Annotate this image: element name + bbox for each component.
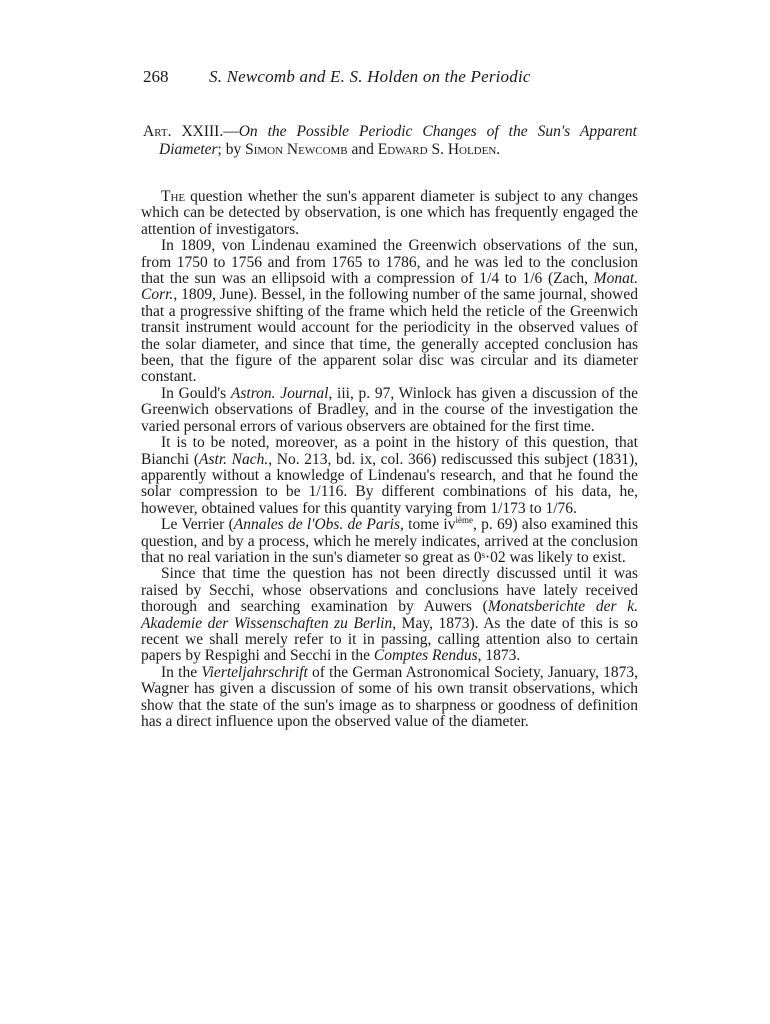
journal-title: Annales de l'Obs. de Paris	[233, 516, 401, 534]
fraction: 1/4	[479, 270, 500, 288]
paragraph-5: Le Verrier (Annales de l'Obs. de Paris, tome $iv^{ième}$, p. 69) also examined this question, and by a process, which he merely indicates, arrived at the conclusion that no real variation in the sun's diameter so great as 0ˢ·02 was likely to exist.	[141, 514, 638, 566]
article-title: On the Possible Periodic Changes of the Sun's Apparent Diameter	[159, 123, 637, 158]
journal-title: Monat. Corr.	[141, 270, 639, 304]
page-number: 268	[143, 67, 169, 86]
fraction: 1/116	[308, 483, 344, 501]
paragraph-2: In 1809, von Lindenau examined the Greenwich observations of the sun, from 1750 to 1756 and from 1765 to 1786, and he was led to the conclusion that the sun was an ellipsoid with a compression of 1/4 to 1/6 (Zach, Monat. Corr., 1809, June). Bessel, in the following number of the same journal, showed that a progressive shifting of the frame which held the reticle of the Greenwich transit instrument would account for the periodicity in the observed values of the solar diameter, and since that time, the generally accepted conclusion has been, that the figure of the apparent solar disc was circular and its diameter constant.	[141, 237, 639, 386]
author-newcomb: Simon Newcomb	[245, 140, 348, 158]
journal-title: Comptes Rendus	[373, 647, 478, 665]
fraction: 1/76	[545, 499, 574, 517]
paragraph-3: In Gould's Astron. Journal, iii, p. 97, Winlock has given a discussion of the Greenwich observations of Bradley, and in the course of the investigation the varied personal errors of various observers are obtained for the first time.	[141, 384, 638, 435]
author-holden: Edward S. Holden.	[377, 140, 501, 158]
fraction: 1/6	[522, 270, 543, 288]
journal-title: Astr. Nach.	[199, 450, 269, 468]
article-title-block: Art. XXIII.—On the Possible Periodic Changes of the Sun's Apparent Diameter; by Simon Newcomb and Edward S. Holden.	[143, 123, 637, 158]
article-heading	[143, 123, 637, 158]
article-label: Art. XXIII.	[143, 123, 224, 140]
paragraph-6: Since that time the question has not been directly discussed until it was raised by Secchi, whose observations and conclusions have lately received thorough and searching examination by Auwers (Monatsberichte der k. Akademie der Wissenschaften zu Berlin, May, 1873). As the date of this is so recent we shall merely refer to it in passing, calling attention also to certain papers by Respighi and Secchi in the Comptes Rendus, 1873.	[141, 565, 638, 665]
paragraph-4: It is to be noted, moreover, as a point in the history of this question, that Bianchi (Astr. Nach., No. 213, bd. ix, col. 366) rediscussed this subject (1831), apparently without a knowledge of Lindenau's research, and that he found the solar compression to be 1/116. By different combinations of his data, he, however, obtained values for this quantity varying from 1/173 to 1/76.	[141, 434, 638, 517]
journal-title: Vierteljahrschrift	[201, 663, 308, 681]
running-title: S. Newcomb and E. S. Holden on the Periodic	[209, 67, 531, 86]
journal-title: Monatsberichte der k. Akademie der Wissenschaften zu Berlin	[141, 598, 638, 632]
paragraph-7: In the Vierteljahrschrift of the German Astronomical Society, January, 1873, Wagner has given a discussion of some of his own transit observations, which show that the state of the sun's image as to sharpness or goodness of definition has a direct influence upon the observed value of the diameter.	[141, 663, 638, 730]
paragraph-1: The question whether the sun's apparent diameter is subject to any changes which can be detected by observation, is one which has frequently engaged the attention of investigators.	[141, 188, 638, 238]
article-body	[141, 189, 638, 730]
journal-title: Astron. Journal	[230, 384, 329, 402]
fraction: 1/173	[490, 499, 526, 517]
